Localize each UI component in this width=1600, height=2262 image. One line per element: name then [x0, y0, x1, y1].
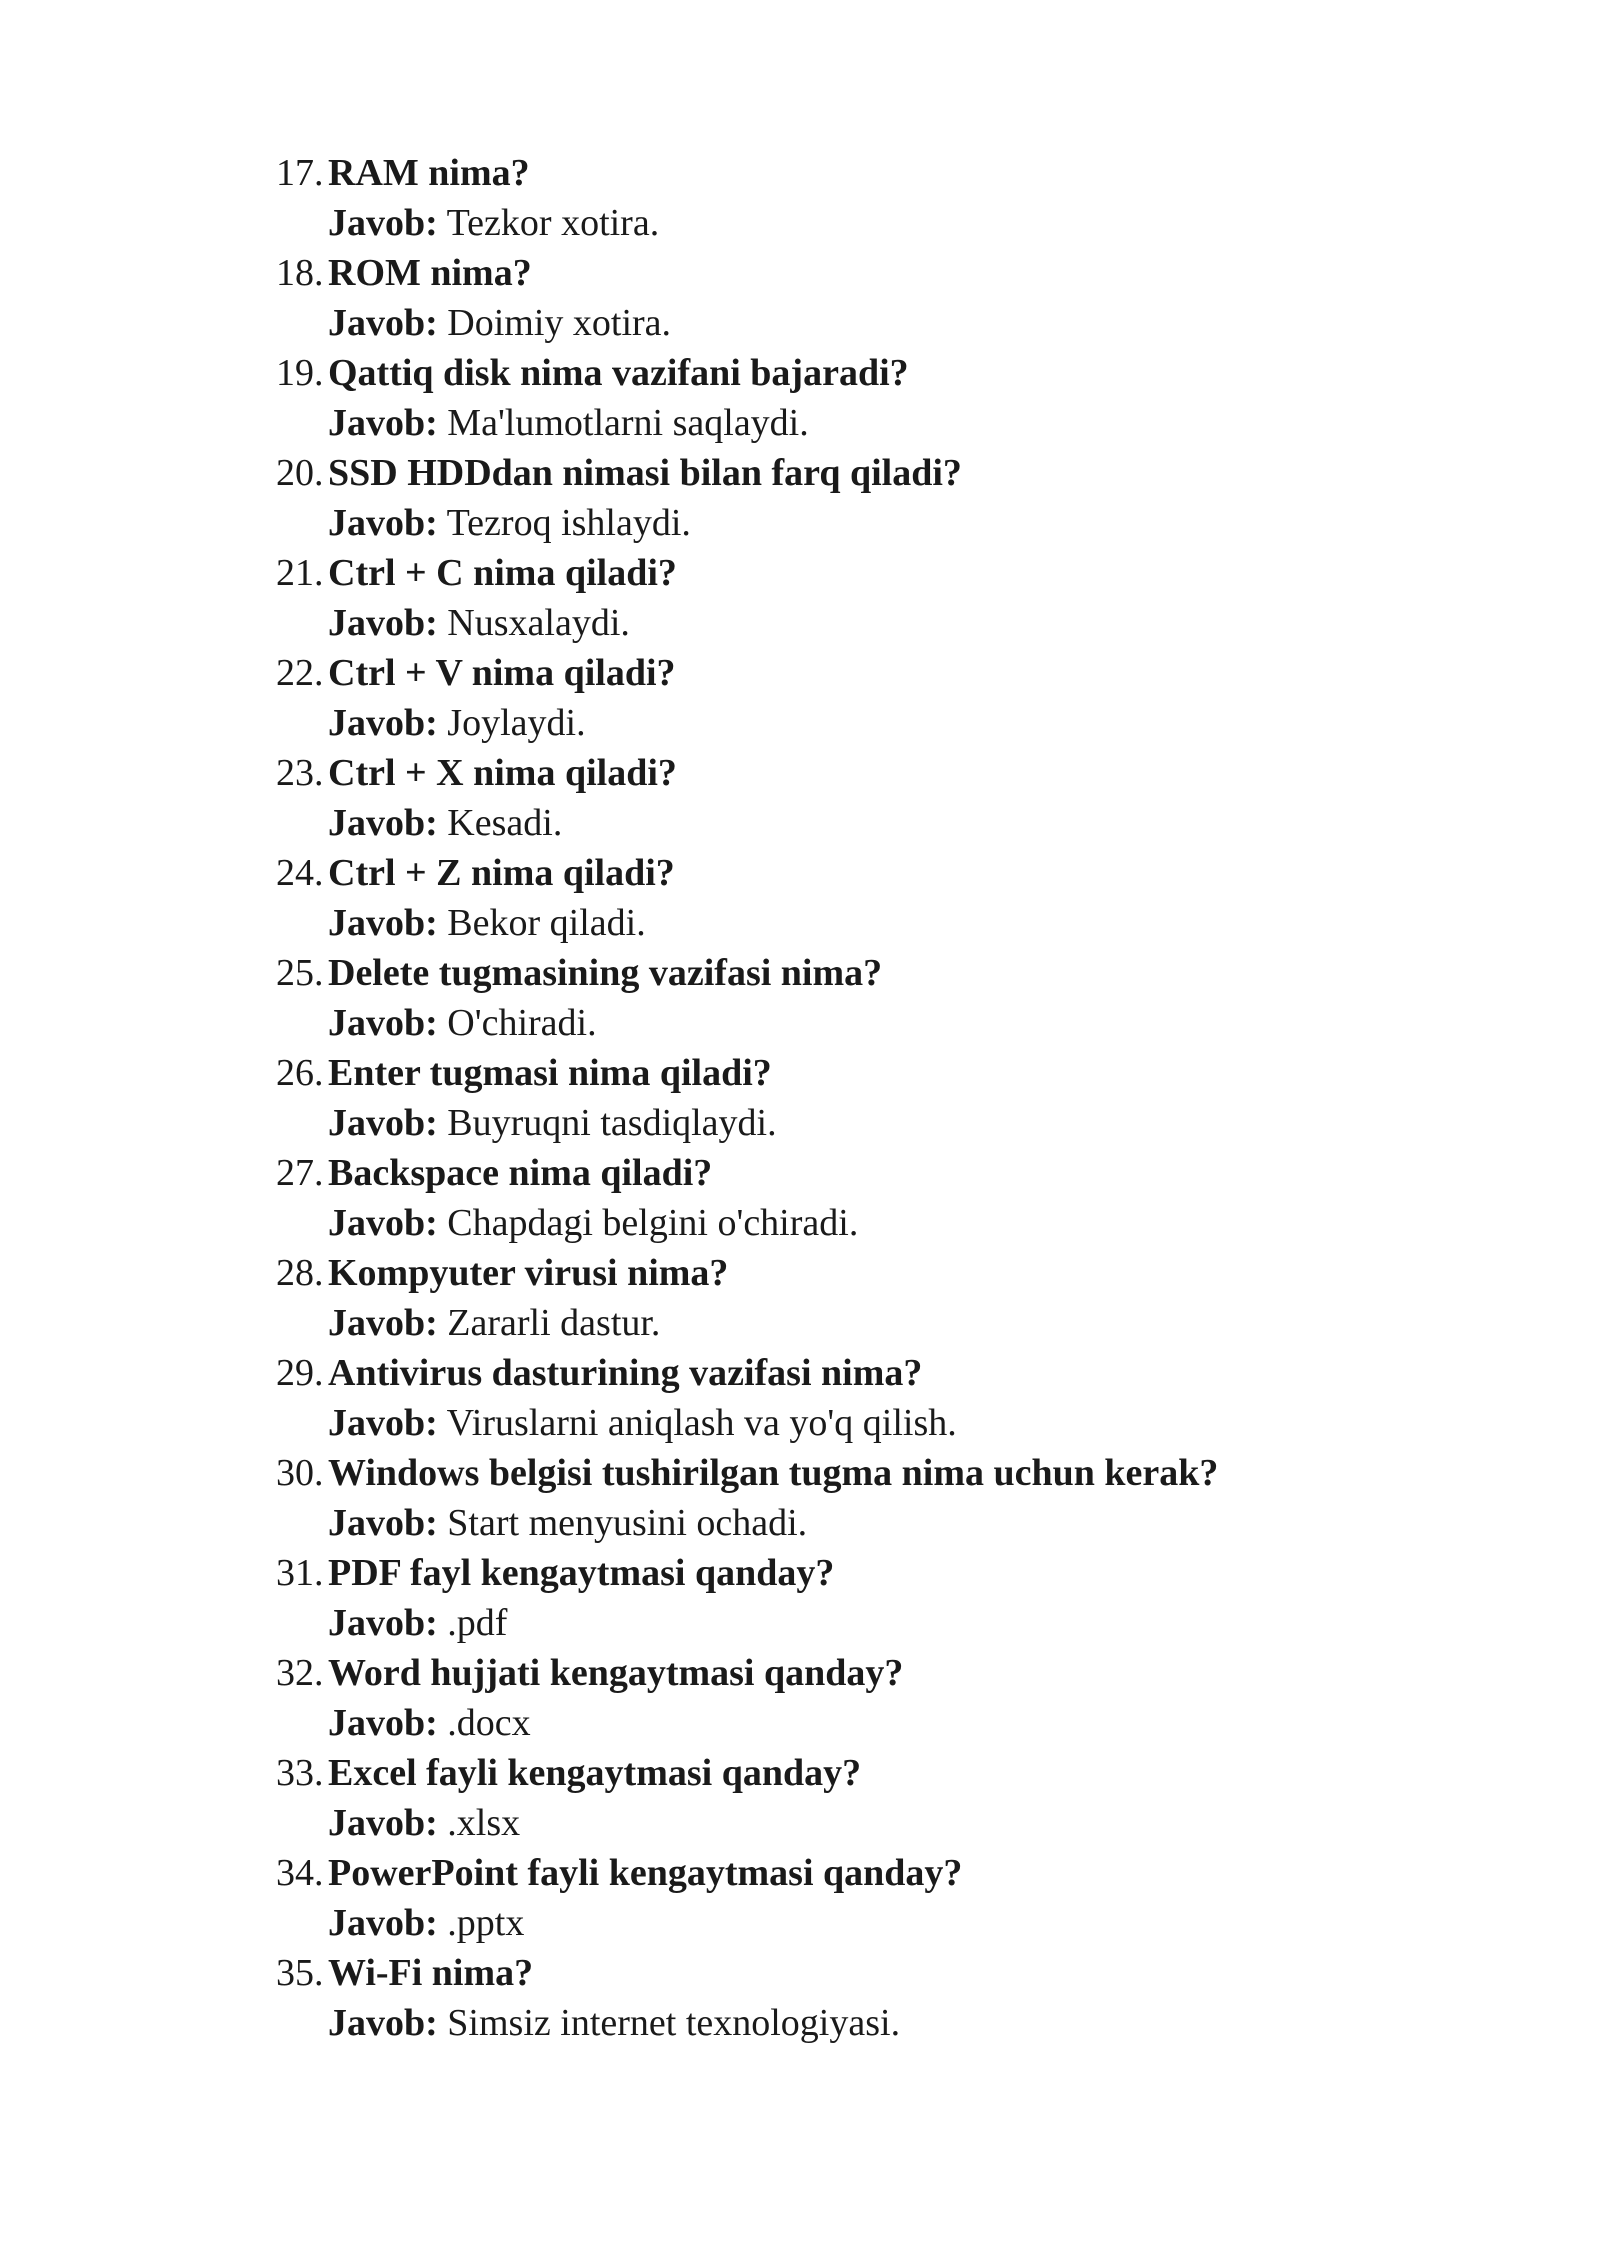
question-text: Ctrl + X nima qiladi?	[328, 752, 677, 794]
question-number: 22.	[276, 652, 324, 694]
answer-text: Buyruqni tasdiqlaydi.	[447, 1102, 777, 1144]
question-text: Delete tugmasining vazifasi nima?	[328, 952, 883, 994]
qa-item	[276, 1848, 1376, 1948]
question-number: 23.	[276, 752, 324, 794]
question-line	[276, 648, 1376, 698]
question-line	[276, 848, 1376, 898]
qa-item	[276, 748, 1376, 848]
answer-line	[276, 698, 1376, 748]
answer-line	[276, 898, 1376, 948]
question-line	[276, 1748, 1376, 1798]
qa-item	[276, 948, 1376, 1048]
answer-text: .pptx	[447, 1902, 525, 1944]
answer-label: Javob:	[328, 1402, 438, 1444]
answer-text: Simsiz internet texnologiyasi.	[447, 2002, 901, 2044]
answer-label: Javob:	[328, 1602, 438, 1644]
qa-item	[276, 1248, 1376, 1348]
question-line	[276, 1148, 1376, 1198]
question-number: 24.	[276, 852, 324, 894]
answer-text: Ma'lumotlarni saqlaydi.	[447, 402, 809, 444]
answer-text: Nusxalaydi.	[447, 602, 630, 644]
question-number: 21.	[276, 552, 324, 594]
answer-line	[276, 198, 1376, 248]
question-line	[276, 548, 1376, 598]
question-text: PDF fayl kengaytmasi qanday?	[328, 1552, 835, 1594]
answer-text: Start menyusini ochadi.	[447, 1502, 808, 1544]
answer-line	[276, 798, 1376, 848]
answer-line	[276, 1298, 1376, 1348]
answer-label: Javob:	[328, 402, 438, 444]
answer-label: Javob:	[328, 1702, 438, 1744]
answer-line	[276, 498, 1376, 548]
answer-label: Javob:	[328, 1002, 438, 1044]
question-text: Antivirus dasturining vazifasi nima?	[328, 1352, 923, 1394]
answer-label: Javob:	[328, 1802, 438, 1844]
question-number: 35.	[276, 1952, 324, 1994]
answer-label: Javob:	[328, 2002, 438, 2044]
qa-item	[276, 1548, 1376, 1648]
question-line	[276, 1548, 1376, 1598]
qa-item	[276, 548, 1376, 648]
answer-text: Viruslarni aniqlash va yo'q qilish.	[446, 1402, 957, 1444]
question-number: 18.	[276, 252, 324, 294]
answer-line	[276, 1098, 1376, 1148]
question-number: 17.	[276, 152, 324, 194]
question-line	[276, 1948, 1376, 1998]
qa-item	[276, 248, 1376, 348]
question-number: 25.	[276, 952, 324, 994]
question-text: RAM nima?	[328, 152, 530, 194]
question-text: Backspace nima qiladi?	[328, 1152, 713, 1194]
answer-text: Kesadi.	[447, 802, 563, 844]
question-text: Kompyuter virusi nima?	[328, 1252, 729, 1294]
answer-label: Javob:	[328, 502, 438, 544]
question-text: Word hujjati kengaytmasi qanday?	[328, 1652, 904, 1694]
question-line	[276, 1248, 1376, 1298]
question-number: 30.	[276, 1452, 324, 1494]
qa-item	[276, 1148, 1376, 1248]
question-line	[276, 448, 1376, 498]
answer-line	[276, 1798, 1376, 1848]
question-number: 28.	[276, 1252, 324, 1294]
answer-text: .docx	[447, 1702, 531, 1744]
qa-item	[276, 648, 1376, 748]
answer-text: .pdf	[447, 1602, 508, 1644]
answer-text: Tezkor xotira.	[446, 202, 660, 244]
question-text: Qattiq disk nima vazifani bajaradi?	[328, 352, 909, 394]
question-line	[276, 1848, 1376, 1898]
answer-text: Doimiy xotira.	[447, 302, 672, 344]
answer-text: Joylaydi.	[447, 702, 586, 744]
answer-line	[276, 1998, 1376, 2048]
qa-item	[276, 848, 1376, 948]
question-text: Enter tugmasi nima qiladi?	[328, 1052, 772, 1094]
answer-text: .xlsx	[447, 1802, 521, 1844]
question-line	[276, 1448, 1376, 1498]
question-line	[276, 748, 1376, 798]
answer-text: Zararli dastur.	[447, 1302, 661, 1344]
question-number: 33.	[276, 1752, 324, 1794]
question-text: Wi-Fi nima?	[328, 1952, 534, 1994]
question-text: Windows belgisi tushirilgan tugma nima uchun kerak?	[328, 1452, 1219, 1494]
question-line	[276, 948, 1376, 998]
question-number: 19.	[276, 352, 324, 394]
answer-line	[276, 1898, 1376, 1948]
question-line	[276, 1048, 1376, 1098]
question-text: Excel fayli kengaytmasi qanday?	[328, 1752, 862, 1794]
qa-item	[276, 448, 1376, 548]
question-text: PowerPoint fayli kengaytmasi qanday?	[328, 1852, 963, 1894]
answer-label: Javob:	[328, 1202, 438, 1244]
qa-item	[276, 1448, 1376, 1548]
question-text: Ctrl + Z nima qiladi?	[328, 852, 675, 894]
answer-line	[276, 1598, 1376, 1648]
question-text: Ctrl + C nima qiladi?	[328, 552, 677, 594]
answer-text: Bekor qiladi.	[447, 902, 646, 944]
answer-label: Javob:	[328, 1302, 438, 1344]
question-number: 20.	[276, 452, 324, 494]
question-text: SSD HDDdan nimasi bilan farq qiladi?	[328, 452, 962, 494]
answer-label: Javob:	[328, 1902, 438, 1944]
question-text: ROM nima?	[328, 252, 532, 294]
answer-line	[276, 1398, 1376, 1448]
answer-label: Javob:	[328, 1102, 438, 1144]
question-number: 31.	[276, 1552, 324, 1594]
answer-line	[276, 1198, 1376, 1248]
answer-text: O'chiradi.	[447, 1002, 597, 1044]
question-line	[276, 1648, 1376, 1698]
question-line	[276, 348, 1376, 398]
answer-line	[276, 1698, 1376, 1748]
qa-item	[276, 148, 1376, 248]
answer-line	[276, 998, 1376, 1048]
qa-item	[276, 1648, 1376, 1748]
question-number: 29.	[276, 1352, 324, 1394]
answer-label: Javob:	[328, 202, 438, 244]
question-answer-list	[276, 148, 1376, 2048]
answer-label: Javob:	[328, 902, 438, 944]
answer-text: Tezroq ishlaydi.	[446, 502, 691, 544]
answer-line	[276, 1498, 1376, 1548]
answer-label: Javob:	[328, 802, 438, 844]
answer-line	[276, 298, 1376, 348]
question-number: 26.	[276, 1052, 324, 1094]
answer-label: Javob:	[328, 602, 438, 644]
answer-line	[276, 398, 1376, 448]
qa-item	[276, 348, 1376, 448]
question-line	[276, 1348, 1376, 1398]
question-line	[276, 248, 1376, 298]
answer-label: Javob:	[328, 1502, 438, 1544]
question-text: Ctrl + V nima qiladi?	[328, 652, 676, 694]
answer-line	[276, 598, 1376, 648]
answer-label: Javob:	[328, 302, 438, 344]
answer-text: Chapdagi belgini o'chiradi.	[447, 1202, 859, 1244]
question-number: 27.	[276, 1152, 324, 1194]
question-line	[276, 148, 1376, 198]
question-number: 34.	[276, 1852, 324, 1894]
qa-item	[276, 1748, 1376, 1848]
question-number: 32.	[276, 1652, 324, 1694]
qa-item	[276, 1948, 1376, 2048]
answer-label: Javob:	[328, 702, 438, 744]
qa-item	[276, 1348, 1376, 1448]
qa-item	[276, 1048, 1376, 1148]
